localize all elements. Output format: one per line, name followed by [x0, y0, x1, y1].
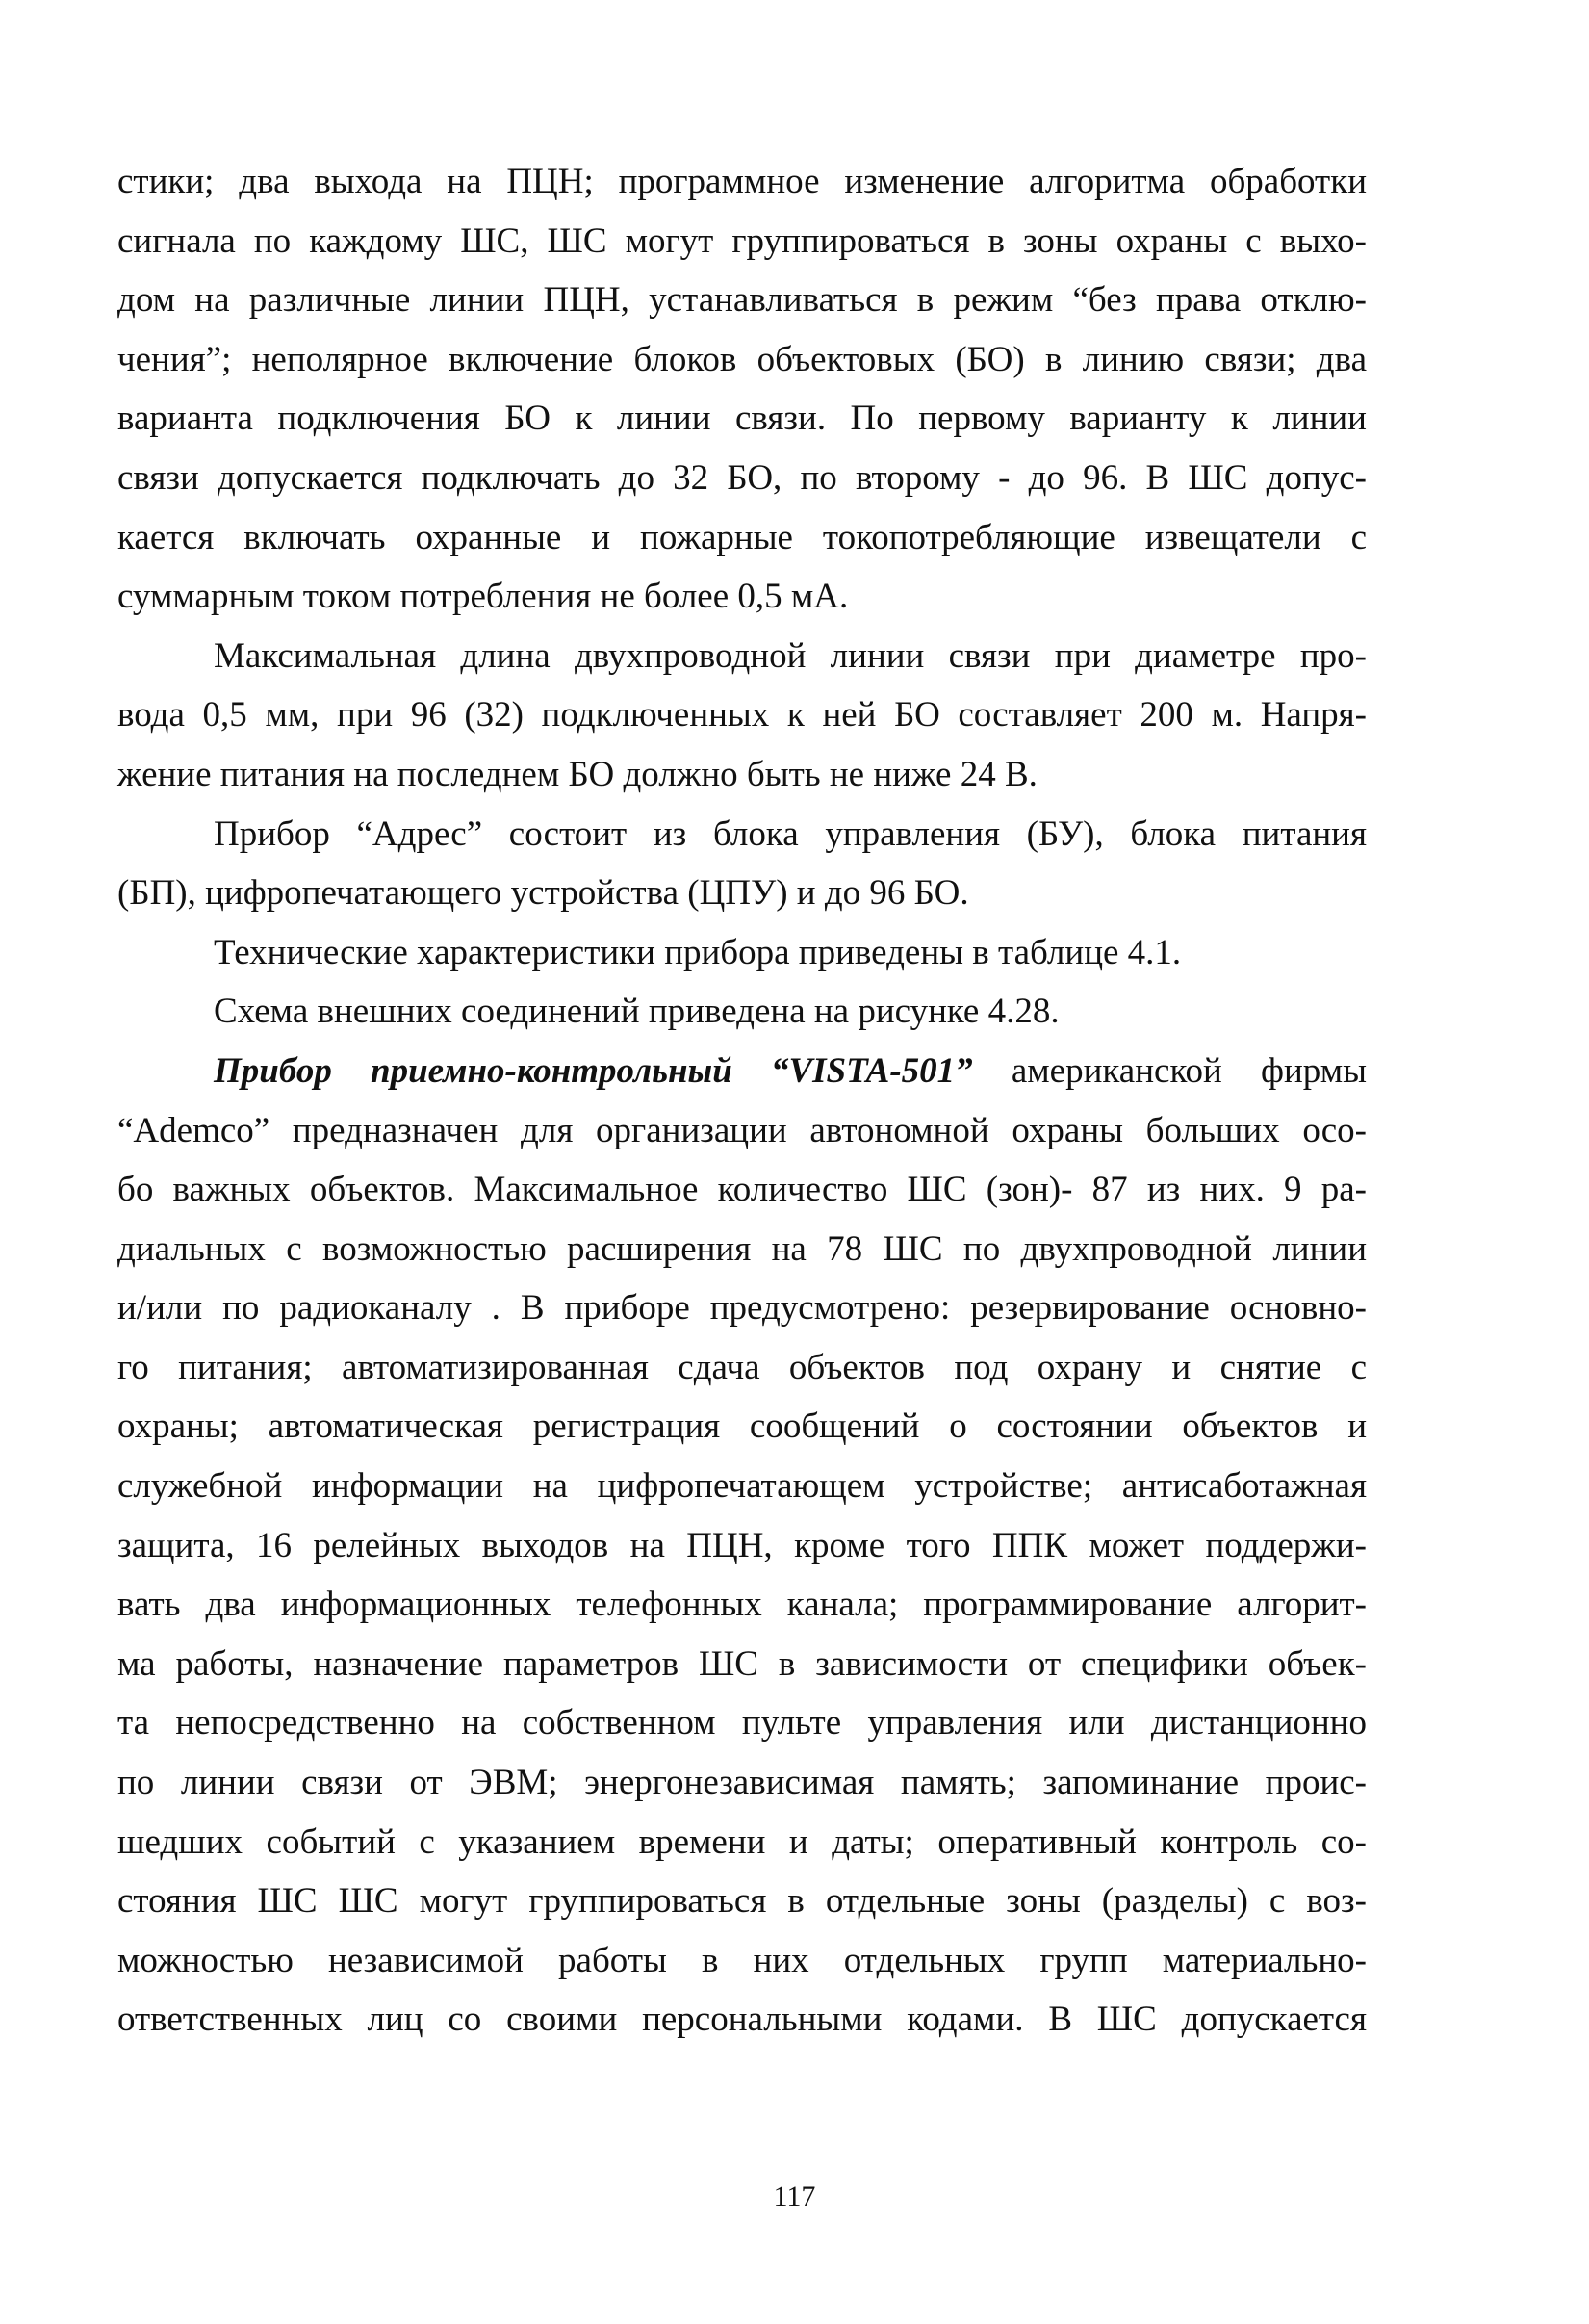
text-line: Технические характеристики прибора приведены в таблице 4.1. — [214, 932, 1182, 972]
text-line: служебной информации на цифропечатающем устройстве; антисаботажная — [117, 1466, 1367, 1507]
text-line: охраны; автоматическая регистрация сообщений о состоянии объектов и — [117, 1407, 1367, 1447]
text-line: кается включать охранные и пожарные токопотребляющие извещатели с — [117, 517, 1367, 557]
text-line: го питания; автоматизированная сдача объектов под охрану и снятие с — [117, 1347, 1367, 1387]
text-line: ответственных лиц со своими персональными кодами. В ШС допускается — [117, 2000, 1367, 2040]
text-line: бо важных объектов. Максимальное количество ШС (зон)- 87 из них. 9 ра- — [117, 1170, 1367, 1210]
device-name-heading: Прибор приемно-контрольный “VISTA-501” — [214, 1050, 973, 1091]
text-line: и/или по радиоканалу . В приборе предусмотрено: резервирование основно- — [117, 1288, 1367, 1329]
text-line: диальных с возможностью расширения на 78 ШС по двухпроводной линии — [117, 1228, 1367, 1269]
text-line: можностью независимой работы в них отдельных групп материально- — [117, 1940, 1367, 1980]
text-line: Прибор “Адрес” состоит из блока управления (БУ), блока питания — [214, 813, 1367, 854]
text-line: варианта подключения БО к линии связи. По первому варианту к линии — [117, 399, 1367, 439]
text-line: вать два информационных телефонных канала; программирование алгорит- — [117, 1585, 1367, 1625]
text-line — [117, 1042, 1367, 1101]
text-line: Схема внешних соединений приведена на рисунке 4.28. — [214, 992, 1060, 1032]
text-line: суммарным током потребления не более 0,5 мА. — [117, 577, 849, 617]
text-line: “Ademco” предназначен для организации автономной охраны больших осо- — [117, 1110, 1367, 1150]
text-line: дом на различные линии ПЦН, устанавливаться в режим “без права отклю- — [117, 280, 1367, 321]
text-line: сигнала по каждому ШС, ШС могут группироваться в зоны охраны с выхо- — [117, 220, 1367, 261]
page-number: 117 — [773, 2181, 816, 2212]
text-line: стики; два выхода на ПЦН; программное изменение алгоритма обработки — [117, 162, 1367, 201]
text-line: жение питания на последнем БО должно быть не ниже 24 В. — [117, 754, 1038, 794]
text-line: ма работы, назначение параметров ШС в зависимости от специфики объек- — [117, 1643, 1367, 1684]
text-fragment: американской фирмы — [1011, 1050, 1367, 1091]
text-line: связи допускается подключать до 32 БО, по второму - до 96. В ШС допус- — [117, 457, 1367, 498]
text-line: шедших событий с указанием времени и даты; оперативный контроль со- — [117, 1821, 1367, 1862]
text-line: та непосредственно на собственном пульте управления или дистанционно — [117, 1703, 1367, 1743]
body-text — [117, 152, 1367, 2050]
text-line: (БП), цифропечатающего устройства (ЦПУ) и до 96 БО. — [117, 873, 969, 914]
text-line: Максимальная длина двухпроводной линии связи при диаметре про- — [214, 635, 1367, 676]
text-line: стояния ШС ШС могут группироваться в отдельные зоны (разделы) с воз- — [117, 1881, 1367, 1922]
text-line: вода 0,5 мм, при 96 (32) подключенных к ней БО составляет 200 м. Напря- — [117, 695, 1367, 736]
text-line: защита, 16 релейных выходов на ПЦН, кроме того ППК может поддержи- — [117, 1525, 1367, 1565]
text-line: чения”; неполярное включение блоков объектовых (БО) в линию связи; два — [117, 339, 1367, 379]
text-line: по линии связи от ЭВМ; энергонезависимая память; запоминание проис- — [117, 1763, 1367, 1803]
